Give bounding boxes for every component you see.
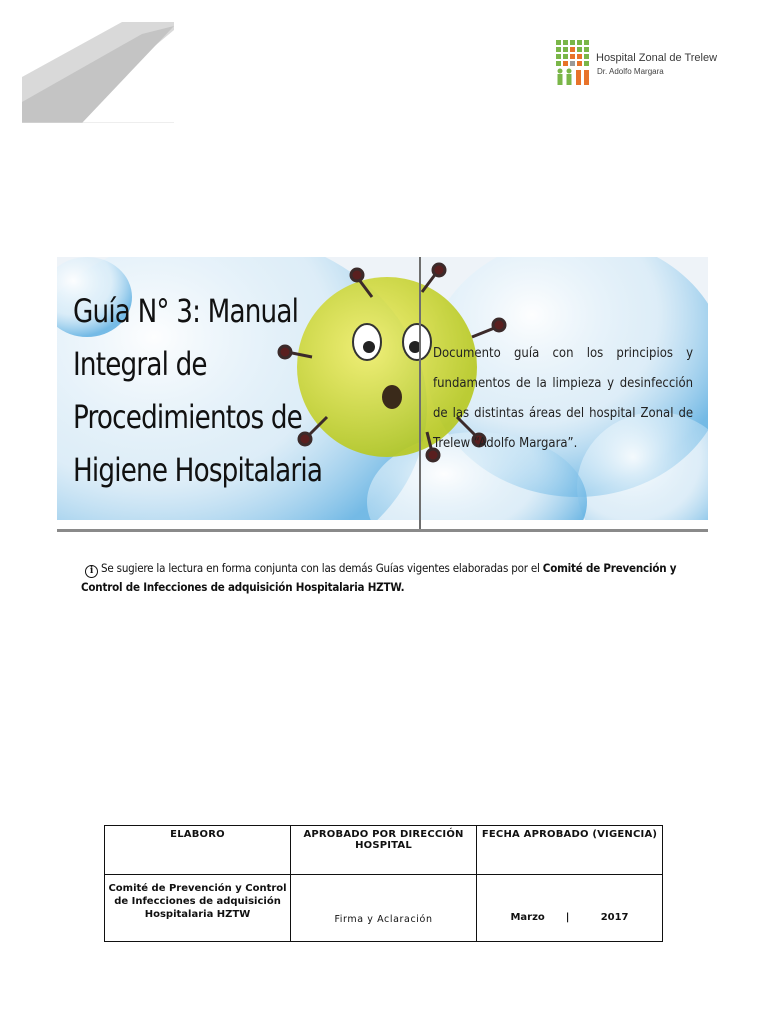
document-description: Documento guía con los principios y fundamentos de la limpieza y desinfección de las distintas áreas del hospital Zonal de Trelew “Adolfo Margara”. [433, 346, 694, 451]
cell-fecha [477, 875, 663, 942]
banner-horizontal-divider [57, 529, 708, 532]
approval-month: Marzo [510, 912, 545, 923]
hospital-logo [556, 40, 726, 88]
info-icon: i [85, 565, 98, 578]
logo-hospital-name: Hospital Zonal de Trelew [596, 52, 718, 64]
date-separator: | [565, 912, 570, 923]
cover-banner [57, 257, 708, 520]
header-aprobado: APROBADO POR DIRECCIÓN HOSPITAL [291, 826, 477, 875]
approval-date [478, 912, 661, 923]
note-committee: Comité de Prevención y Control de Infecciones de adquisición Hospitalaria HZTW. [81, 561, 677, 594]
corner-decoration [22, 22, 174, 123]
banner-vertical-divider [419, 257, 421, 531]
header-elaboro: ELABORO [105, 826, 291, 875]
hospital-logo-icon [556, 40, 594, 86]
logo-hospital-subtitle: Dr. Adolfo Margara [597, 67, 664, 76]
committee-name: Comité de Prevención y Control de Infecciones de adquisición Hospitalaria HZTW [108, 883, 287, 920]
approval-table-row [105, 875, 663, 942]
approval-table [104, 825, 663, 942]
signature-label: Firma y Aclaración [334, 914, 433, 925]
header-fecha: FECHA APROBADO (VIGENCIA) [477, 826, 663, 875]
approval-year: 2017 [600, 912, 629, 923]
note-text: Se sugiere la lectura en forma conjunta con las demás Guías vigentes elaboradas por el [101, 561, 543, 575]
cell-firma [291, 875, 477, 942]
approval-table-header [105, 826, 663, 875]
document-title: Guía N° 3: Manual Integral de Procedimientos de Higiene Hospitalaria [73, 292, 323, 489]
cell-elaboro [105, 875, 291, 942]
reading-note [81, 559, 706, 597]
